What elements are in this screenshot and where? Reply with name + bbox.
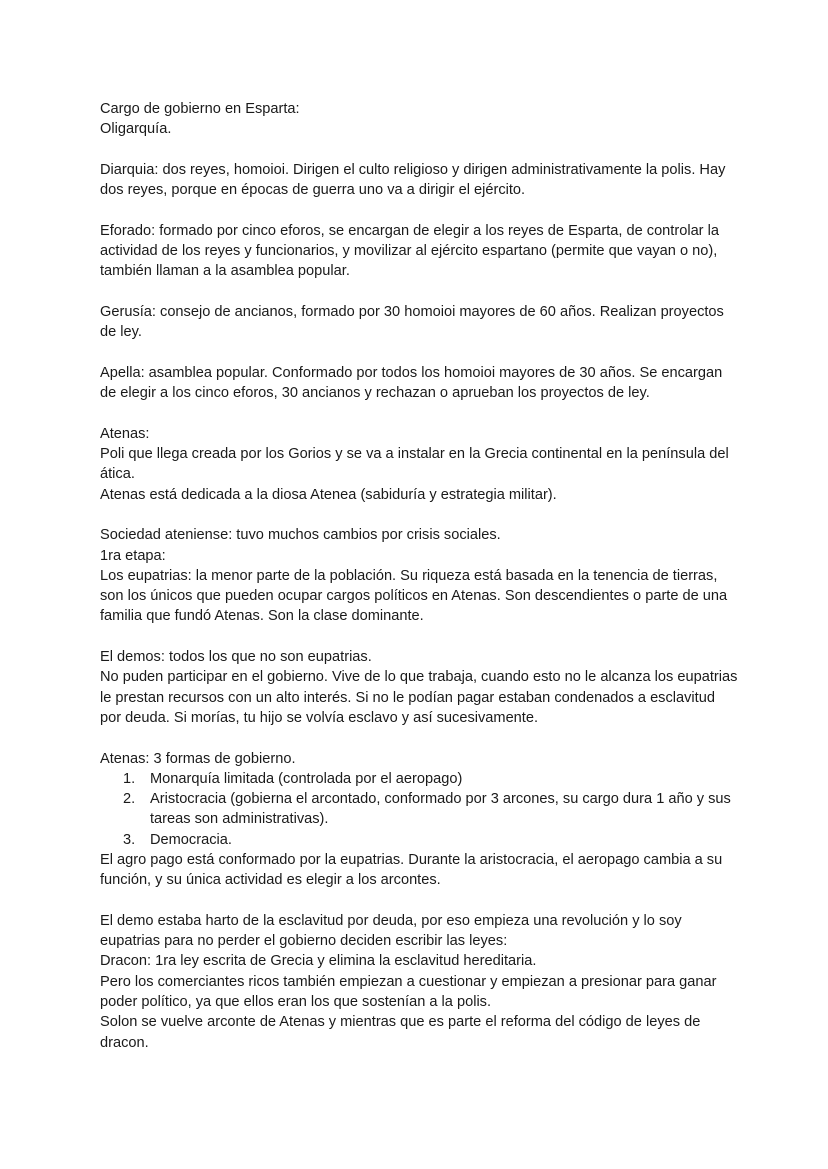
spacer [100, 282, 740, 302]
esparta-heading: Cargo de gobierno en Esparta: [100, 101, 300, 117]
formas-heading: Atenas: 3 formas de gobierno. [100, 750, 296, 767]
formas-list [100, 769, 740, 850]
etapa-line: 1ra etapa: [100, 547, 166, 564]
spacer [100, 140, 740, 160]
spacer [100, 728, 740, 748]
spacer [100, 891, 740, 911]
list-item [100, 830, 740, 850]
eupatrias-paragraph: Los eupatrias: la menor parte de la población. Su riqueza está basada en la tenencia de tierras, son los únicos que pueden ocupar cargos políticos en Atenas. Son descendientes o parte de una familia que fundó Atenas. Son la clase dominante. [100, 567, 728, 625]
gerusia-paragraph: Gerusía: consejo de ancianos, formado por 30 homoioi mayores de 60 años. Realizan proyectos de ley. [100, 303, 724, 341]
document-page [100, 99, 740, 1053]
comerciantes-paragraph: Pero los comerciantes ricos también empiezan a cuestionar y empiezan a presionar para ganar poder político, ya que ellos eran los que sostenían a la polis. [100, 973, 717, 1011]
list-item-text: Democracia. [150, 831, 232, 848]
demo-harto-paragraph: El demo estaba harto de la esclavitud por deuda, por eso empieza una revolución y lo soy eupatrias para no perder el gobierno deciden escribir las leyes: [100, 912, 682, 950]
eforado-paragraph: Eforado: formado por cinco eforos, se encargan de elegir a los reyes de Esparta, de controlar la actividad de los reyes y funcionarios, y movilizar al ejército espartano (permite que vayan o no), también llaman a la asamblea popular. [100, 222, 719, 280]
list-number: 1. [123, 770, 136, 787]
demos-detail-paragraph: No puden participar en el gobierno. Vive de lo que trabaja, cuando esto no le alcanza los eupatrias le prestan recursos con un alto interés. Si no le podían pagar estaban condenados a esclavitud por deuda. Si morías, tu hijo se volvía esclavo y así sucesivamente. [100, 669, 738, 726]
spacer [100, 403, 740, 423]
sociedad-line: Sociedad ateniense: tuvo muchos cambios por crisis sociales. [100, 527, 501, 544]
list-number: 3. [123, 831, 136, 848]
list-number: 2. [123, 791, 136, 808]
solon-paragraph: Solon se vuelve arconte de Atenas y mientras que es parte el reforma del código de leyes de dracon. [100, 1014, 701, 1051]
dracon-paragraph: Dracon: 1ra ley escrita de Grecia y elimina la esclavitud hereditaria. [100, 953, 537, 970]
list-item [100, 769, 740, 789]
atenas-diosa-paragraph: Atenas está dedicada a la diosa Atenea (sabiduría y estrategia militar). [100, 486, 557, 503]
demos-line: El demos: todos los que no son eupatrias. [100, 649, 372, 666]
apella-paragraph: Apella: asamblea popular. Conformado por todos los homoioi mayores de 30 años. Se encargan de elegir a los cinco eforos, 30 ancianos y rechazan o aprueban los proyectos de ley. [100, 364, 723, 402]
spacer [100, 343, 740, 363]
spacer [100, 200, 740, 220]
oligarquia-line: Oligarquía. [100, 121, 172, 138]
atenas-heading: Atenas: [100, 425, 150, 442]
list-item [100, 789, 740, 830]
spacer [100, 505, 740, 525]
atenas-poli-paragraph: Poli que llega creada por los Gorios y se va a instalar en la Grecia continental en la península del ática. [100, 446, 729, 483]
spacer [100, 627, 740, 647]
list-item-text: Monarquía limitada (controlada por el aeropago) [150, 770, 463, 787]
agropago-paragraph: El agro pago está conformado por la eupatrias. Durante la aristocracia, el aeropago cambia a su función, y su única actividad es elegir a los arcontes. [100, 851, 723, 889]
diarquia-paragraph: Diarquia: dos reyes, homoioi. Dirigen el culto religioso y dirigen administrativamente la polis. Hay dos reyes, porque en épocas de guerra uno va a dirigir el ejército. [100, 161, 726, 199]
list-item-text: Aristocracia (gobierna el arcontado, conformado por 3 arcones, su cargo dura 1 año y sus tareas son administrativas). [150, 791, 731, 828]
